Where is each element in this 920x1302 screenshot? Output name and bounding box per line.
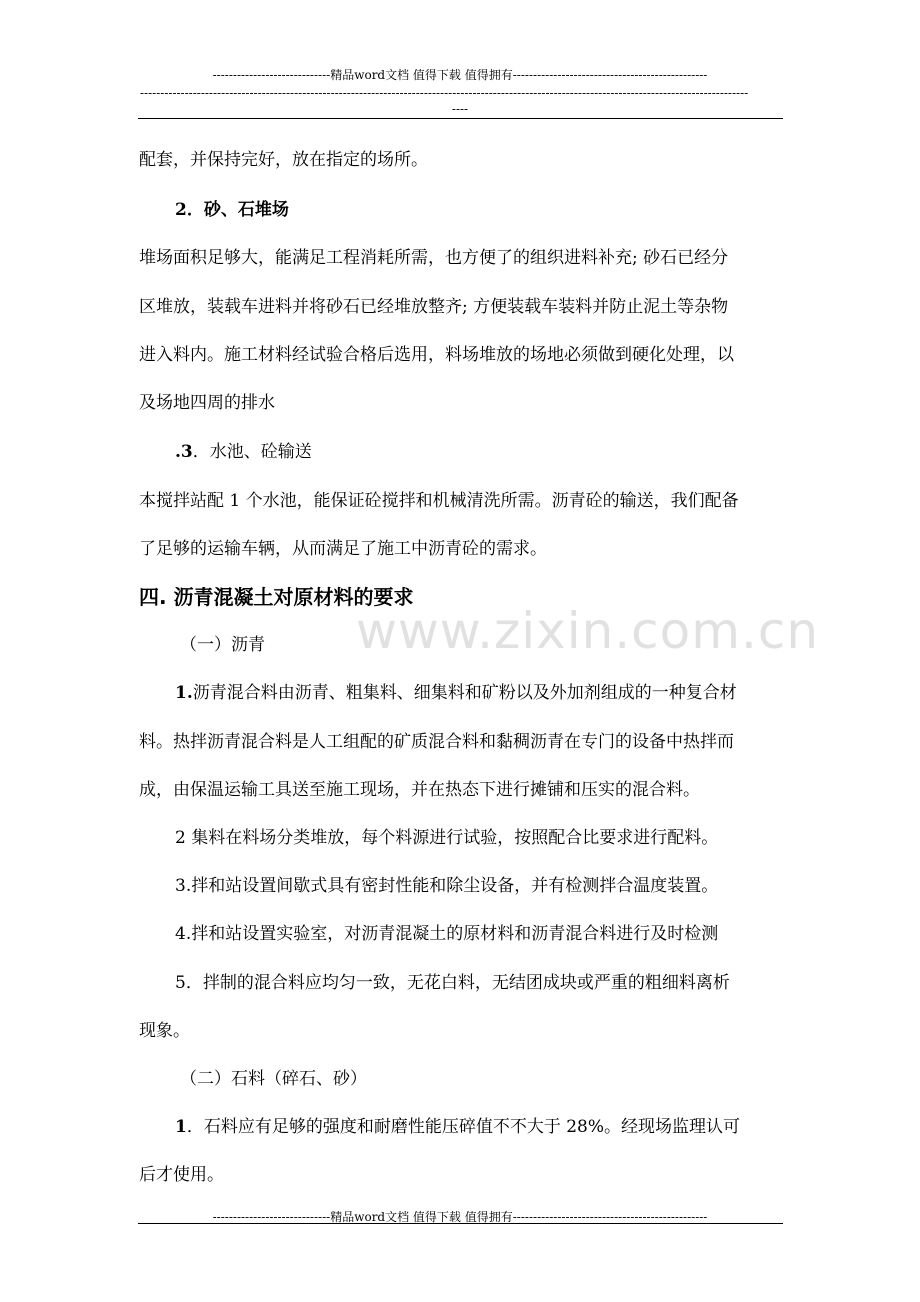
watermark: www.zixin.com.cn: [356, 602, 820, 660]
paragraph-pool-line-2: 了足够的运输车辆，从而满足了施工中沥青砼的需求。: [139, 539, 547, 559]
paragraph-item-5-line-2: 现象。: [139, 1021, 190, 1041]
paragraph-asphalt-line-2: 料。热拌沥青混合料是人工组配的矿质混合料和黏稠沥青在专门的设备中热拌而: [139, 732, 734, 752]
paragraph-stone-line-2: 后才使用。: [139, 1165, 224, 1185]
paragraph-continuation: 配套，并保持完好，放在指定的场所。: [139, 150, 428, 170]
subsection-stone: （二）石料（碎石、砂）: [180, 1069, 367, 1089]
paragraph-item-2: 2 集料在料场分类堆放，每个料源进行试验，按照配合比要求进行配料。: [175, 828, 719, 848]
paragraph-item-4: 4.拌和站设置实验室，对沥青混凝土的原材料和沥青混合料进行及时检测: [175, 924, 719, 944]
paragraph-yard-line-3: 进入料内。施工材料经试验合格后选用，料场堆放的场地必须做到硬化处理，以: [139, 345, 734, 365]
paragraph-yard-line-2: 区堆放，装载车进料并将砂石已经堆放整齐; 方便装载车装料并防止泥土等杂物: [139, 297, 729, 317]
paragraph-item-5-line-1: 5．拌制的混合料应均匀一致，无花白料，无结团成块或严重的粗细料离析: [175, 973, 730, 993]
subsection-asphalt: （一）沥青: [180, 635, 265, 655]
paragraph-yard-line-4: 及场地四周的排水: [139, 393, 275, 413]
paragraph-asphalt-line-1: 1.沥青混合料由沥青、粗集料、细集料和矿粉以及外加剂组成的一种复合材: [175, 683, 737, 703]
footer-banner: -----------------------------精品word文档 值得下载 值得拥有------------------------------------------------: [212, 1210, 708, 1224]
header-banner: -----------------------------精品word文档 值得下载 值得拥有------------------------------------------------: [212, 68, 708, 82]
paragraph-item-3: 3.拌和站设置间歇式具有密封性能和除尘设备，并有检测拌合温度装置。: [175, 876, 719, 896]
subheading-pool-transport: .3．水池、砼输送: [175, 442, 312, 462]
header-dash-tail: ----: [451, 102, 469, 116]
section-heading: 四. 沥青混凝土对原材料的要求: [139, 585, 414, 609]
footer-rule: [138, 1223, 783, 1224]
paragraph-stone-line-1: 1．石料应有足够的强度和耐磨性能压碎值不不大于 28%。经现场监理认可: [175, 1117, 741, 1137]
header-dash-line: ------------------------------------------------------------------------------------------------------------------------------------------------------: [140, 86, 749, 100]
paragraph-asphalt-line-3: 成，由保温运输工具送至施工现场，并在热态下进行摊铺和压实的混合料。: [139, 780, 700, 800]
paragraph-yard-line-1: 堆场面积足够大，能满足工程消耗所需，也方便了的组织进料补充; 砂石已经分: [139, 248, 729, 268]
subheading-sand-stone-yard: 2．砂、石堆场: [175, 200, 289, 220]
paragraph-pool-line-1: 本搅拌站配 1 个水池，能保证砼搅拌和机械清洗所需。沥青砼的输送，我们配备: [139, 491, 739, 511]
header-rule: [138, 118, 783, 119]
